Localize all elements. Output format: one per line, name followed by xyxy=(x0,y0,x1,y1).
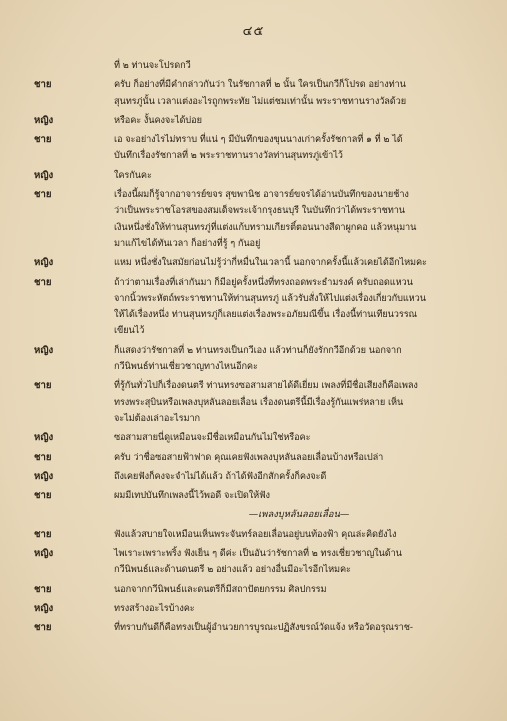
dialogue-text xyxy=(114,275,484,340)
dialogue-text xyxy=(114,527,484,543)
dialogue-body xyxy=(34,58,484,640)
text-line: แหม หนึ่งชั่งในสมัยก่อนไม่รู้ว่ากี่หมื่นในเวลานี้ นอกจากครั้งนี้แล้วเคยได้อีกไหมคะ xyxy=(114,257,427,269)
dialogue-turn xyxy=(34,275,484,340)
dialogue-text xyxy=(114,582,484,598)
text-line: จะไม่ต้องเล่าอะไรมาก xyxy=(114,412,200,424)
text-line: ทรงสร้างอะไรบ้างคะ xyxy=(114,602,195,614)
dialogue-text xyxy=(114,343,484,376)
speaker-label: หญิง xyxy=(34,114,54,126)
speaker-label: ชาย xyxy=(34,134,52,146)
text-line: บันทึกเรื่องรัชกาลที่ ๒ พระราชทานรางวัลท่านสุนทรภู่เข้าไว้ xyxy=(114,150,343,162)
dialogue-text xyxy=(114,469,484,485)
dialogue-turn xyxy=(34,343,484,376)
dialogue-turn xyxy=(34,187,484,252)
speaker-label: หญิง xyxy=(34,470,54,482)
text-line: ครับ ว่าชื่อซอสายฟ้าฟาด คุณเคยฟังเพลงบุหลันลอยเลื่อนบ้างหรือเปล่า xyxy=(114,451,384,463)
text-line: เงินหนึ่งชั่งให้ท่านสุนทรภู่ที่แต่งแก้บทรามเกียรติ์ตอนนางสีดาผูกคอ แล้วหนุมาน xyxy=(114,221,417,233)
dialogue-turn xyxy=(34,168,484,184)
speaker-label: ชาย xyxy=(34,189,52,201)
text-line: จากนิ้วพระหัตถ์พระราชทานให้ท่านสุนทรภู่ แล้วรับสั่งให้ไปแต่งเรื่องเกี่ยวกับแหวน xyxy=(114,292,426,304)
speaker-label: หญิง xyxy=(34,257,54,269)
text-line: ถึงเคยฟังก็คงจะจำไม่ได้แล้ว ถ้าได้ฟังอีกสักครั้งก็คงจะดี xyxy=(114,470,327,482)
dialogue-turn xyxy=(34,620,484,636)
text-line: ว่าเป็นพระราชโอรสของสมเด็จพระเจ้ากรุงธนบุรี ในบันทึกว่าได้พระราชทาน xyxy=(114,205,405,217)
text-line: ไพเราะเพราะพริ้ง ฟังเย็น ๆ ดีค่ะ เป็นอันว่ารัชกาลที่ ๒ ทรงเชี่ยวชาญในด้าน xyxy=(114,548,402,560)
speaker-label: ชาย xyxy=(34,380,52,392)
dialogue-text xyxy=(114,488,484,504)
speaker-label: หญิง xyxy=(34,548,54,560)
text-line: ซอสามสายนี่ดูเหมือนจะมีชื่อเหมือนกันไม่ใช่หรือคะ xyxy=(114,432,311,444)
dialogue-turn xyxy=(34,450,484,466)
dialogue-turn xyxy=(34,469,484,485)
text-line: ให้ได้เรื่องหนึ่ง ท่านสุนทรภู่ก็เลยแต่งเรื่องพระอภัยมณีขึ้น เรื่องนี้ท่านเทียนวรรณ xyxy=(114,309,417,321)
dialogue-text xyxy=(114,113,484,129)
dialogue-turn xyxy=(34,582,484,598)
speaker-label: หญิง xyxy=(34,169,54,181)
speaker-label: หญิง xyxy=(34,432,54,444)
song-title: —เพลงบุหลันลอยเลื่อน— xyxy=(248,509,350,521)
speaker-label: ชาย xyxy=(34,528,52,540)
text-line: เขียนไว้ xyxy=(114,325,145,337)
dialogue-turn xyxy=(34,378,484,427)
text-line: ผมมีเทปบันทึกเพลงนี้ไว้พอดี จะเปิดให้ฟัง xyxy=(114,490,270,502)
dialogue-text xyxy=(114,378,484,427)
text-line: ฟังแล้วสบายใจเหมือนเห็นพระจันทร์ลอยเลื่อนอยู่บนท้องฟ้า คุณล่ะคิดยังไง xyxy=(114,528,397,540)
dialogue-text xyxy=(114,77,484,110)
dialogue-text xyxy=(114,450,484,466)
text-line: กวีนิพนธ์และด้านดนตรี ๒ อย่างแล้ว อย่างอื่นมีอะไรอีกไหมคะ xyxy=(114,564,351,576)
speaker-label: ชาย xyxy=(34,583,52,595)
dialogue-text xyxy=(114,620,484,636)
dialogue-text xyxy=(114,58,484,74)
text-line: เรื่องนี้ผมก็รู้จากอาจารย์ขจร สุขพานิช อาจารย์ขจรได้อ่านบันทึกของนายช้าง xyxy=(114,189,409,201)
dialogue-turn xyxy=(34,488,484,504)
dialogue-text xyxy=(114,132,484,165)
dialogue-text xyxy=(114,255,484,271)
dialogue-text xyxy=(114,187,484,252)
text-line: ที่ทราบกันดีก็คือทรงเป็นผู้อำนวยการบูรณะปฏิสังขรณ์วัดแจ้ง หรือวัดอรุณราช- xyxy=(114,622,413,634)
dialogue-text xyxy=(114,546,484,579)
speaker-label: ชาย xyxy=(34,451,52,463)
dialogue-turn xyxy=(34,430,484,446)
text-line: ใครกันคะ xyxy=(114,169,152,181)
dialogue-text xyxy=(114,430,484,446)
text-line: นอกจากกวีนิพนธ์และดนตรีก็มีสถาปัตยกรรม ศิลปกรรม xyxy=(114,583,327,595)
dialogue-turn xyxy=(34,113,484,129)
text-line: สุนทรภู่นั้น เวลาแต่งอะไรถูกพระทัย ไม่แต่ชมเท่านั้น พระราชทานรางวัลด้วย xyxy=(114,95,407,107)
dialogue-turn xyxy=(34,77,484,110)
text-line: ทรงพระสุบินหรือเพลงบุหลันลอยเลื่อน เรื่องดนตรีนี้มีเรื่องรู้กันแพร่หลาย เห็น xyxy=(114,396,404,408)
dialogue-text xyxy=(114,168,484,184)
dialogue-turn xyxy=(34,601,484,617)
text-line: ที่รู้กันทั่วไปก็เรื่องดนตรี ท่านทรงซอสามสายได้ดีเยี่ยม เพลงที่มีชื่อเสียงก็คือเพลง xyxy=(114,380,418,392)
text-line: กวีนิพนธ์ท่านเชี่ยวชาญทางไหนอีกคะ xyxy=(114,361,258,373)
dialogue-turn xyxy=(34,546,484,579)
dialogue-text xyxy=(114,601,484,617)
text-line: ก็แสดงว่ารัชกาลที่ ๒ ท่านทรงเป็นกวีเอง แล้วท่านก็ยังรักกวีอีกด้วย นอกจาก xyxy=(114,344,402,356)
speaker-label: ชาย xyxy=(34,276,52,288)
dialogue-turn xyxy=(34,255,484,271)
dialogue-turn xyxy=(34,58,484,74)
text-line: เอ จะอย่างไรไม่ทราบ ที่แน่ ๆ มีบันทึกของขุนนางเก่าครั้งรัชกาลที่ ๑ ที่ ๒ ได้ xyxy=(114,134,403,146)
speaker-label: ชาย xyxy=(34,622,52,634)
text-line: ครับ ก็อย่างที่มีคำกล่าวกันว่า ในรัชกาลที่ ๒ นั้น ใครเป็นกวีก็โปรด อย่างท่าน xyxy=(114,79,406,91)
text-line: ที่ ๒ ท่านจะโปรดกวี xyxy=(114,60,191,71)
text-line: ถ้าว่าตามเรื่องที่เล่ากันมา ก็มีอยู่ครั้งหนึ่งที่ทรงถอดพระธำมรงค์ ครับถอดแหวน xyxy=(114,276,413,288)
speaker-label: ชาย xyxy=(34,490,52,502)
speaker-label: หญิง xyxy=(34,344,54,356)
dialogue-turn xyxy=(34,527,484,543)
speaker-label: ชาย xyxy=(34,79,52,91)
page-number: ๔๕ xyxy=(242,24,265,39)
speaker-label: หญิง xyxy=(34,602,54,614)
text-line: หรือคะ งั้นคงจะได้บ่อย xyxy=(114,114,202,126)
dialogue-turn xyxy=(34,132,484,165)
text-line: มาแก้ไขได้ทันเวลา ก็อย่างที่รู้ ๆ กันอยู่ xyxy=(114,237,261,249)
